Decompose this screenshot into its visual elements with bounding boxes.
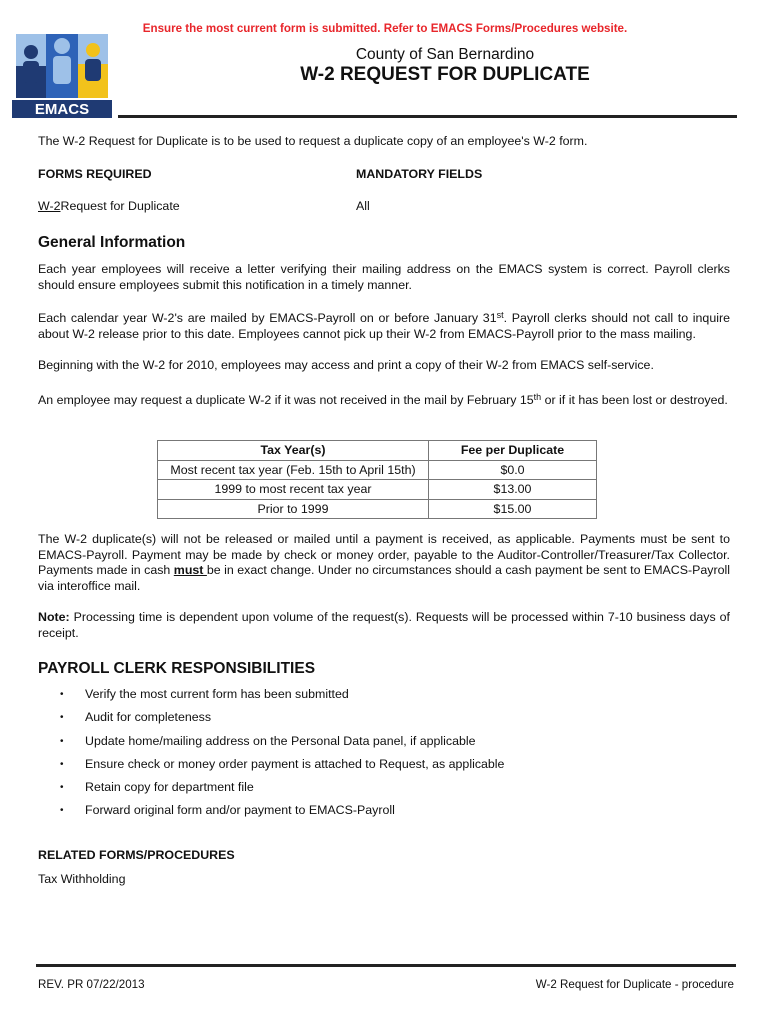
list-item	[60, 710, 504, 733]
p2-superscript: st	[496, 310, 504, 320]
emacs-logo	[10, 20, 114, 120]
fee-table	[157, 440, 597, 519]
bullet-icon: •	[60, 735, 64, 747]
payment-text-a: The W-2 duplicate(s) will not be released or mailed until a payment is received, as applicable. Payments must be sent to EMACS-Payroll. Payment may be made by check or money order, payable to the Auditor-Controller/Treasurer/Tax Collector. Payments made in cash	[38, 532, 730, 577]
bullet-icon: •	[60, 689, 64, 700]
fee-cell: $15.00	[429, 499, 597, 519]
footer-divider	[36, 964, 736, 967]
general-paragraph-3: Beginning with the W-2 for 2010, employees may access and print a copy of their W-2 from EMACS self-service.	[38, 358, 654, 372]
list-item-text: Update home/mailing address on the Personal Data panel, if applicable	[85, 733, 476, 748]
general-paragraph-4	[38, 393, 730, 409]
bullet-icon: •	[60, 782, 64, 794]
page-title: W-2 REQUEST FOR DUPLICATE	[300, 64, 590, 85]
list-item-text: Audit for completeness	[85, 710, 212, 725]
general-heading: General Information	[38, 234, 186, 251]
p2-text-b: . Payroll clerks should not call to inquire about W-2 release prior to this date. Employees cannot pick up their W-2 from EMACS-Payroll prior to the mass mailing.	[38, 311, 730, 341]
tax-year-cell: 1999 to most recent tax year	[158, 480, 429, 500]
county-name: County of San Bernardino	[355, 46, 535, 63]
table-row	[158, 499, 597, 519]
header-divider	[118, 115, 737, 118]
form-name: Request for Duplicate	[60, 199, 180, 213]
fee-cell: $13.00	[429, 480, 597, 500]
forms-required-label: FORMS REQUIRED	[38, 167, 152, 181]
payment-text-b: be in exact change. Under no circumstances should a cash payment be sent to EMACS-Payroll via interoffice mail.	[38, 563, 730, 593]
note-text: Processing time is dependent upon volume of the request(s). Requests will be processed within 7-10 business days of receipt.	[38, 610, 730, 640]
list-item-text: Ensure check or money order payment is attached to Request, as applicable	[85, 756, 505, 771]
note-paragraph	[38, 610, 730, 641]
mandatory-fields-label: MANDATORY FIELDS	[356, 167, 483, 181]
table-row	[158, 460, 597, 480]
list-item-text: Retain copy for department file	[85, 780, 254, 795]
list-item	[60, 780, 504, 803]
list-item	[60, 803, 504, 826]
header-fee: Fee per Duplicate	[429, 441, 597, 461]
tax-year-cell: Most recent tax year (Feb. 15th to April 15th)	[158, 460, 429, 480]
bullet-icon: •	[60, 712, 64, 724]
form-link[interactable]: W-2	[38, 199, 61, 213]
payment-emphasis: must	[173, 563, 207, 577]
list-item-text: Verify the most current form has been submitted	[85, 687, 349, 701]
p4-superscript: th	[533, 392, 542, 402]
mandatory-value: All	[356, 199, 370, 213]
responsibilities-list	[60, 687, 504, 827]
fee-table-header	[158, 441, 597, 461]
header-tax-year: Tax Year(s)	[158, 441, 429, 461]
payment-paragraph	[38, 532, 730, 594]
footer-doc-title: W-2 Request for Duplicate - procedure	[535, 978, 734, 991]
general-paragraph-1: Each year employees will receive a letter verifying their mailing address on the EMACS system is correct. Payroll clerks should ensure employees submit this notification in a timely manner.	[38, 262, 730, 292]
responsibilities-heading: PAYROLL CLERK RESPONSIBILITIES	[38, 660, 316, 677]
fee-cell: $0.0	[429, 460, 597, 480]
list-item	[60, 734, 504, 757]
table-row	[158, 480, 597, 500]
related-heading: RELATED FORMS/PROCEDURES	[38, 848, 235, 862]
notice-banner: Ensure the most current form is submitted. Refer to EMACS Forms/Procedures website.	[142, 22, 628, 35]
related-item[interactable]: Tax Withholding	[38, 872, 126, 886]
footer-revision: REV. PR 07/22/2013	[38, 978, 145, 991]
bullet-icon: •	[60, 758, 64, 770]
p2-text-a: Each calendar year W-2's are mailed by EMACS-Payroll on or before January 31	[38, 311, 497, 325]
p4-text-b: or if it has been lost or destroyed.	[541, 393, 728, 407]
list-item	[60, 757, 504, 780]
list-item-text: Forward original form and/or payment to EMACS-Payroll	[85, 803, 395, 818]
bullet-icon: •	[60, 805, 64, 817]
form-item	[38, 199, 180, 213]
logo-text: EMACS	[34, 101, 90, 118]
tax-year-cell: Prior to 1999	[158, 499, 429, 519]
p4-text-a: An employee may request a duplicate W-2 if it was not received in the mail by February 15	[38, 393, 534, 407]
note-label: Note:	[38, 610, 70, 624]
intro-text: The W-2 Request for Duplicate is to be used to request a duplicate copy of an employee's W-2 form.	[38, 134, 588, 148]
general-paragraph-2	[38, 311, 730, 342]
list-item	[60, 687, 504, 710]
